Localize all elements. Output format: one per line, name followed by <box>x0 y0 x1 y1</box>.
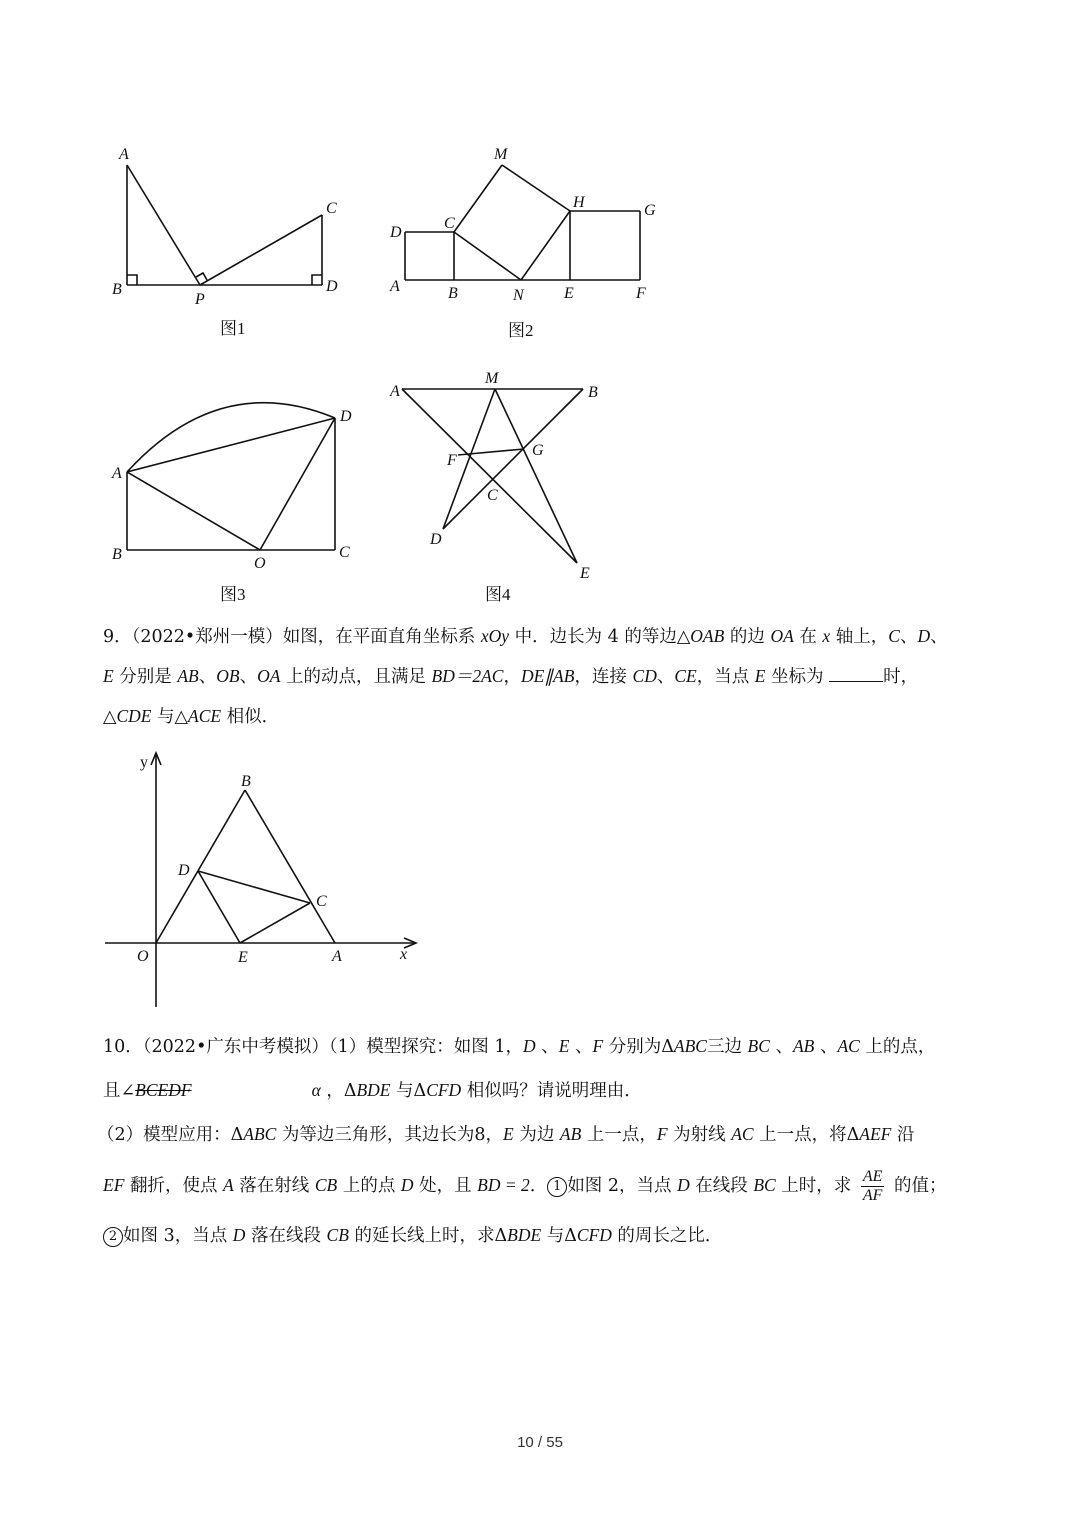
fig9-label-x: x <box>400 946 408 963</box>
fig2-label-A: A <box>390 278 400 295</box>
fig1-label-C: C <box>326 200 337 217</box>
fig3-label-B: B <box>112 546 122 563</box>
fig2-label-N: N <box>513 287 524 304</box>
problem-9-line-3: △CDE 与△ACE 相似． <box>103 706 280 727</box>
problem-10-line-4: EF 翻折，使点 A 落在射线 CB 上的点 D 处，且 BD = 2． 1 如图 2，当点 D 在线段 BC 上时，求 $\frac{AE}{AF}$ 的值； <box>103 1168 947 1204</box>
fig1-label-P: P <box>195 291 205 308</box>
problem-10-line-2: 且∠BCEDF α ，ΔBDE 与ΔCFD 相似吗？请说明理由． <box>103 1080 642 1101</box>
fig9-label-O: O <box>137 948 149 965</box>
fig9-label-E: E <box>238 949 248 966</box>
figure-2 <box>380 140 680 350</box>
fig4-label-C: C <box>487 487 498 504</box>
fig9-label-y: y <box>140 754 148 771</box>
fig2-label-F: F <box>636 285 646 302</box>
fig1-label-B: B <box>112 281 122 298</box>
fig4-label-M: M <box>485 370 499 387</box>
fig4-label-A: A <box>390 383 400 400</box>
fig4-caption: 图4 <box>485 585 511 604</box>
fig2-label-H: H <box>573 194 585 211</box>
problem-9-line-1: 9．（2022•郑州一模）如图，在平面直角坐标系 xOy 中．边长为 4 的等边△OAB 的边 OA 在 x 轴上，C、D、 <box>103 626 948 647</box>
answer-blank[interactable] <box>829 661 883 682</box>
fig4-label-F: F <box>447 452 457 469</box>
fig9-label-D: D <box>178 862 190 879</box>
problem-10-line-1: 10．（2022•广东中考模拟）（1）模型探究：如图 1，D 、E 、F 分别为ΔABC三边 BC 、AB 、AC 上的点， <box>103 1036 936 1057</box>
fig9-label-C: C <box>316 893 327 910</box>
fig3-label-C: C <box>339 544 350 561</box>
fig1-caption: 图1 <box>220 319 246 338</box>
fraction-ae-af: $\frac{AE}{AF}$ <box>862 1168 883 1204</box>
fig2-label-C: C <box>444 215 455 232</box>
fig2-caption: 图2 <box>508 321 534 340</box>
problem-10 <box>97 1025 983 1258</box>
problem-10-line-5: 2 如图 3，当点 D 落在线段 CB 的延长线上时，求ΔBDE 与ΔCFD 的周长之比． <box>103 1214 983 1258</box>
page-number: 10 / 55 <box>517 1434 563 1451</box>
fig2-label-B: B <box>448 285 458 302</box>
figure-3 <box>100 390 370 610</box>
problem-9-line-2: E 分别是 AB、OB、OA 上的动点，且满足 BD＝2AC，DE∥AB，连接 CD、CE，当点 E 坐标为 时， <box>103 657 983 697</box>
fig4-label-D: D <box>430 531 442 548</box>
fig9-label-A: A <box>332 948 342 965</box>
fig2-label-G: G <box>644 202 656 219</box>
fig3-label-O: O <box>254 555 266 572</box>
fig3-label-A: A <box>112 465 122 482</box>
fig9-label-B: B <box>241 773 251 790</box>
problem-9 <box>103 617 983 737</box>
fig2-label-M: M <box>494 146 508 163</box>
fig4-label-B: B <box>588 384 598 401</box>
fig1-label-D: D <box>326 278 338 295</box>
fig1-label-A: A <box>119 146 129 163</box>
fig3-caption: 图3 <box>220 585 246 604</box>
fig3-label-D: D <box>340 408 352 425</box>
figure-4 <box>380 365 620 610</box>
fig2-label-E: E <box>564 285 574 302</box>
fig2-label-D: D <box>390 224 402 241</box>
problem-10-line-3: （2）模型应用：ΔABC 为等边三角形，其边长为8，E 为边 AB 上一点，F 为射线 AC 上一点，将ΔAEF 沿 <box>97 1124 915 1145</box>
fig4-label-G: G <box>532 442 544 459</box>
fig4-label-E: E <box>580 565 590 582</box>
figure-coordinate-triangle <box>100 745 430 1015</box>
figure-1 <box>100 140 360 340</box>
